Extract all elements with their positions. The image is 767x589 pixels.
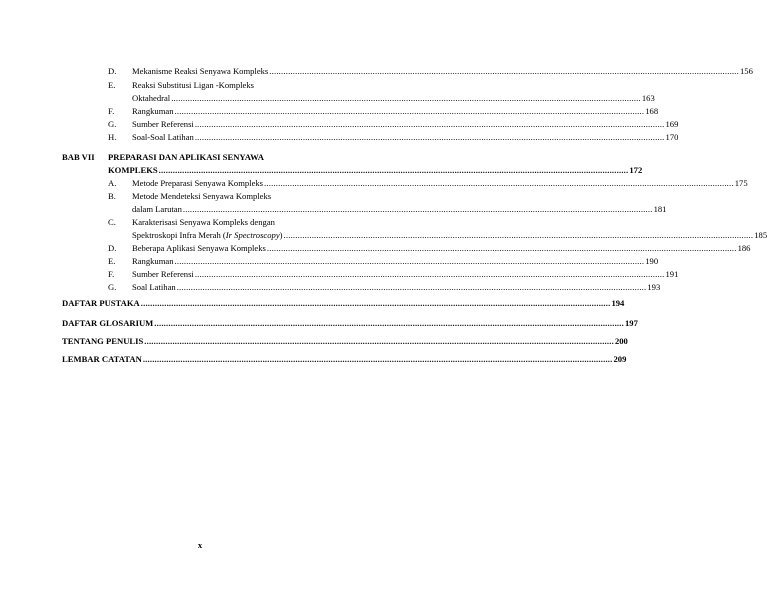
entry-page: 168 — [645, 106, 659, 116]
entry-page: 181 — [653, 204, 667, 214]
dot-leader: ........................................................................................................................................................................................................ — [264, 178, 734, 188]
dot-leader: ........................................................................................................................................................................................................ — [182, 204, 653, 214]
entry-label: D. — [108, 66, 117, 76]
entry-label: F. — [108, 106, 115, 116]
entry-title: Rangkuman — [132, 256, 174, 266]
entry-title: Soal-Soal Latihan — [132, 132, 194, 142]
entry-label: G. — [108, 119, 117, 129]
entry-title: Soal Latihan — [132, 282, 176, 292]
page-number: x — [197, 540, 203, 550]
entry-title-line1: Reaksi Substitusi Ligan -Kompleks — [132, 80, 254, 90]
entry-title: TENTANG PENULIS — [62, 336, 144, 346]
entry-label: G. — [108, 282, 117, 292]
entry-title: Metode Preparasi Senyawa Kompleks — [132, 178, 264, 188]
dot-leader: ........................................................................................................................................................................................................ — [269, 66, 739, 76]
entry-title: DAFTAR GLOSARIUM — [62, 318, 154, 328]
dot-leader: ........................................................................................................................................................................................................ — [194, 269, 665, 279]
entry-title: Sumber Referensi — [132, 269, 194, 279]
entry-title-pre: Spektroskopi Infra Merah ( — [132, 230, 226, 240]
dot-leader: ........................................................................................................................................................................................................ — [194, 132, 665, 142]
entry-title: Sumber Referensi — [132, 119, 194, 129]
entry-page: 186 — [737, 243, 751, 253]
entry-page: 193 — [647, 282, 661, 292]
entry-page: 209 — [613, 354, 627, 364]
entry-label: F. — [108, 269, 115, 279]
entry-title-italic: Ir Spectroscopy — [225, 230, 280, 240]
dot-leader: ........................................................................................................................................................................................................ — [194, 119, 665, 129]
entry-label: E. — [108, 256, 116, 266]
entry-title: dalam Larutan — [132, 204, 182, 214]
entry-label: E. — [108, 80, 116, 90]
chapter-title-line1: PREPARASI DAN APLIKASI SENYAWA — [108, 152, 264, 162]
dot-leader: ........................................................................................................................................................................................................ — [158, 165, 629, 175]
entry-page: 169 — [665, 119, 679, 129]
entry-title-post: ) — [279, 230, 283, 240]
entry-title: LEMBAR CATATAN — [62, 354, 142, 364]
dot-leader: ........................................................................................................................................................................................................ — [174, 256, 645, 266]
dot-leader: ........................................................................................................................................................................................................ — [144, 336, 614, 346]
entry-label: A. — [108, 178, 117, 188]
entry-title-line1: Metode Mendeteksi Senyawa Kompleks — [132, 191, 272, 201]
entry-page: 197 — [624, 318, 638, 328]
dot-leader: ........................................................................................................................................................................................................ — [142, 354, 613, 364]
chapter-page: 172 — [629, 165, 643, 175]
entry-title — [132, 230, 283, 241]
dot-leader: ........................................................................................................................................................................................................ — [176, 282, 647, 292]
entry-title: Beberapa Aplikasi Senyawa Kompleks — [132, 243, 266, 253]
chapter-title: KOMPLEKS — [108, 165, 158, 175]
entry-page: 170 — [665, 132, 679, 142]
dot-leader: ........................................................................................................................................................................................................ — [283, 230, 754, 240]
entry-title: DAFTAR PUSTAKA — [62, 298, 140, 308]
entry-page: 200 — [614, 336, 628, 346]
entry-title: Rangkuman — [132, 106, 174, 116]
dot-leader: ........................................................................................................................................................................................................ — [266, 243, 737, 253]
entry-page: 191 — [665, 269, 679, 279]
dot-leader: ........................................................................................................................................................................................................ — [174, 106, 645, 116]
entry-label: H. — [108, 132, 117, 142]
dot-leader: ........................................................................................................................................................................................................ — [154, 318, 624, 328]
entry-page: 190 — [645, 256, 659, 266]
entry-page: 163 — [641, 93, 655, 103]
entry-page: 156 — [739, 66, 753, 76]
entry-title-line1: Karakterisasi Senyawa Kompleks dengan — [132, 217, 275, 227]
dot-leader: ........................................................................................................................................................................................................ — [171, 93, 641, 103]
entry-label: D. — [108, 243, 117, 253]
entry-label: B. — [108, 191, 116, 201]
chapter-label: BAB VII — [62, 152, 95, 162]
dot-leader: ........................................................................................................................................................................................................ — [140, 298, 611, 308]
entry-page: 175 — [734, 178, 748, 188]
entry-label: C. — [108, 217, 116, 227]
entry-page: 194 — [611, 298, 625, 308]
entry-title: Oktahedral — [132, 93, 171, 103]
entry-title: Mekanisme Reaksi Senyawa Kompleks — [132, 66, 269, 76]
entry-page: 185 — [754, 230, 767, 240]
